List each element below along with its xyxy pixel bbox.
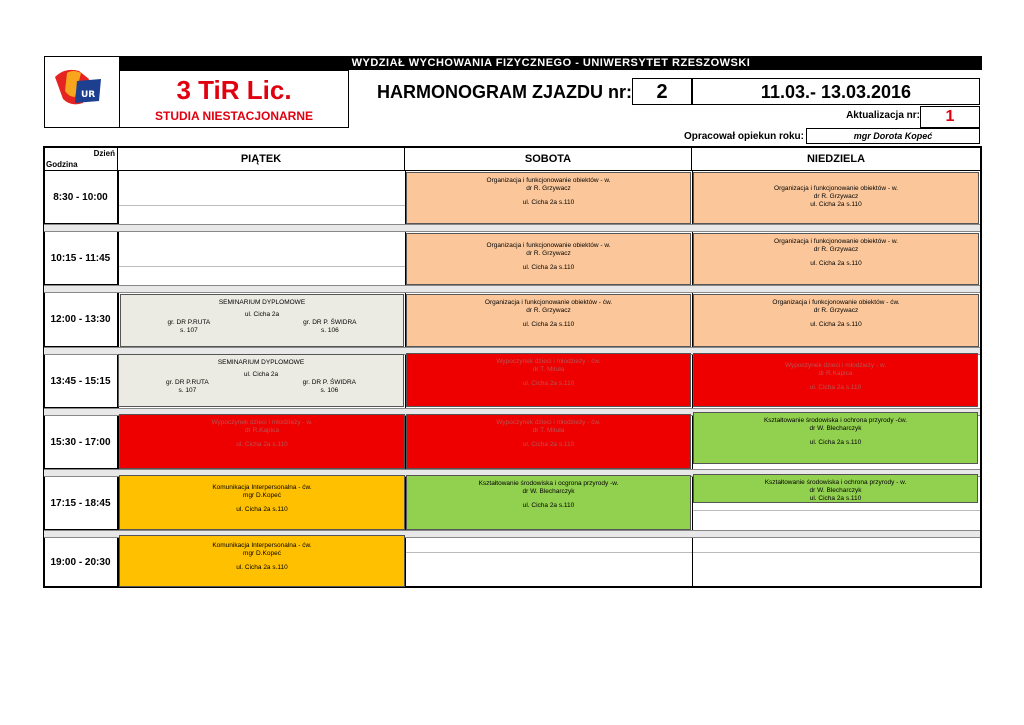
class-title: Wypoczynek dzieci i młodzieży - ćw. — [496, 419, 601, 426]
class-teacher: dr R. Grzywacz — [813, 193, 859, 200]
svg-text:UR: UR — [81, 90, 96, 100]
class-teacher: dr R. Grzywacz — [813, 307, 859, 314]
class-title: Organizacja i funkcjonowanie obiektów - w. — [774, 185, 898, 192]
time-slot: 8:30 - 10:00 — [44, 171, 118, 224]
class-room: ul. Cicha 2a s.110 — [522, 199, 575, 206]
class-block[interactable] — [693, 412, 978, 464]
cell-divider — [406, 552, 692, 553]
seminar-groups — [119, 379, 403, 395]
class-title: Organizacja i funkcjonowanie obiektów - w. — [774, 238, 898, 245]
class-teacher: dr R. Grzywacz — [526, 250, 571, 257]
class-room: ul. Cicha 2a s.110 — [522, 380, 575, 387]
class-block[interactable] — [119, 414, 405, 469]
time-slot: 12:00 - 13:30 — [44, 293, 118, 347]
class-room: ul. Cicha 2a — [244, 311, 280, 318]
aktualizacja-number: 1 — [920, 106, 980, 128]
class-teacher: dr W. Blecharczyk — [522, 488, 575, 495]
class-room: ul. Cicha 2a s.110 — [522, 441, 575, 448]
time-slot: 17:15 - 18:45 — [44, 477, 118, 530]
class-teacher: dr T. Mituła — [532, 366, 565, 373]
aktualizacja-label: Aktualizacja nr: — [846, 110, 920, 121]
class-room: ul. Cicha 2a s.110 — [236, 564, 288, 571]
class-teacher: dr R.Kapica — [818, 370, 853, 377]
harmonogram-label: HARMONOGRAM ZJAZDU nr: — [377, 82, 632, 102]
logo-icon — [45, 57, 119, 127]
class-block[interactable] — [406, 172, 691, 224]
class-teacher: dr W. Blecharczyk — [809, 487, 862, 494]
godzina-label: Godzina — [46, 160, 78, 169]
faculty-banner: WYDZIAŁ WYCHOWANIA FIZYCZNEGO - UNIWERSYTET RZESZOWSKI — [120, 56, 982, 70]
class-room: ul. Cicha 2a s.110 — [522, 321, 575, 328]
class-room: ul. Cicha 2a s.110 — [809, 384, 862, 391]
class-title: Komunikacja Interpersonalna - ćw. — [212, 542, 312, 549]
class-title: Wypoczynek dzieci i młodzieży - w. — [211, 419, 313, 426]
class-block[interactable] — [406, 233, 691, 285]
class-block[interactable] — [118, 354, 404, 407]
group-room: s. 106 — [320, 327, 339, 334]
class-teacher: dr T. Mituła — [532, 427, 565, 434]
class-title: Kształtowanie środowiska i ochrona przyrody - w. — [764, 479, 907, 486]
class-room: ul. Cicha 2a s.110 — [810, 201, 862, 208]
class-title: SEMINARIUM DYPLOMOWE — [218, 299, 306, 306]
class-title: Wypoczynek dzieci i młodzieży - w. — [784, 362, 887, 369]
class-title: Komunikacja Interpersonalna - ćw. — [212, 484, 312, 491]
class-block[interactable] — [406, 414, 691, 469]
day-header-sobota: SOBOTA — [405, 147, 692, 171]
program-title: 3 TiR Lic. — [176, 75, 292, 105]
cell-divider — [693, 552, 980, 553]
day-header-piatek: PIĄTEK — [118, 147, 405, 171]
cell-divider — [693, 510, 980, 511]
dzien-label: Dzień — [93, 149, 115, 158]
break-row — [44, 224, 980, 232]
group-teacher: gr. DR P. ŚWIDRA — [303, 319, 357, 326]
class-room: ul. Cicha 2a — [243, 371, 279, 378]
class-block[interactable] — [119, 535, 405, 587]
opiekun-name: mgr Dorota Kopeć — [806, 128, 980, 144]
class-block[interactable] — [693, 294, 979, 347]
class-block[interactable] — [693, 474, 978, 503]
class-title: SEMINARIUM DYPLOMOWE — [217, 359, 305, 366]
class-teacher: dr R. Grzywacz — [526, 185, 571, 192]
class-room: ul. Cicha 2a s.110 — [810, 260, 862, 267]
study-mode: STUDIA NIESTACJONARNE — [154, 109, 313, 123]
class-teacher: dr R. Grzywacz — [813, 246, 859, 253]
class-room: ul. Cicha 2a s.110 — [809, 495, 862, 502]
class-title: Wypoczynek dzieci i młodzieży - ćw. — [496, 358, 601, 365]
class-teacher: dr W. Blecharczyk — [809, 425, 862, 432]
zjazd-dates: 11.03.- 13.03.2016 — [692, 78, 980, 105]
class-block[interactable] — [120, 294, 404, 347]
class-title: Organizacja i funkcjonowanie obiektów - ćw. — [772, 299, 900, 306]
program-title-box — [119, 70, 349, 128]
time-slot: 10:15 - 11:45 — [44, 232, 118, 285]
class-room: ul. Cicha 2a s.110 — [809, 439, 862, 446]
seminar-group — [303, 319, 356, 335]
cell-divider — [119, 205, 405, 206]
class-teacher: mgr D.Kopeć — [243, 550, 281, 557]
class-title: Organizacja i funkcjonowanie obiektów - w. — [486, 177, 611, 184]
class-teacher: mgr D.Kopeć — [243, 492, 281, 499]
group-room: s. 106 — [320, 387, 339, 394]
group-room: s. 107 — [179, 327, 198, 334]
seminar-groups — [121, 319, 403, 335]
class-teacher: dr R.Kapica — [245, 427, 279, 434]
group-teacher: gr. DR P.RUTA — [165, 379, 209, 386]
class-room: ul. Cicha 2a s.110 — [236, 506, 288, 513]
class-teacher: dr R. Grzywacz — [526, 307, 571, 314]
class-title: Kształtowanie środowiska i ocgrona przyrody -w. — [478, 480, 619, 487]
class-block[interactable] — [693, 353, 978, 407]
day-header-niedziela: NIEDZIELA — [692, 147, 980, 171]
class-block[interactable] — [406, 353, 691, 407]
seminar-group — [303, 379, 356, 395]
seminar-group — [167, 319, 210, 335]
group-teacher: gr. DR P. ŚWIDRA — [302, 379, 357, 386]
class-title: Organizacja i funkcjonowanie obiektów - w. — [486, 242, 611, 249]
group-room: s. 107 — [178, 387, 197, 394]
time-slot: 13:45 - 15:15 — [44, 355, 118, 408]
class-room: ul. Cicha 2a s.110 — [522, 502, 575, 509]
class-title: Kształtowanie środowiska i ochrona przyrody -ćw. — [763, 417, 908, 424]
class-room: ul. Cicha 2a s.110 — [236, 441, 288, 448]
class-block[interactable] — [406, 294, 691, 347]
time-slot: 19:00 - 20:30 — [44, 538, 118, 587]
seminar-group — [166, 379, 209, 395]
zjazd-number: 2 — [632, 78, 692, 105]
university-logo — [44, 56, 120, 128]
corner-header — [44, 147, 118, 171]
class-block[interactable] — [693, 172, 979, 224]
class-room: ul. Cicha 2a s.110 — [810, 321, 862, 328]
time-slot: 15:30 - 17:00 — [44, 416, 118, 469]
class-title: Organizacja i funkcjonowanie obiektów - ćw. — [484, 299, 613, 306]
class-block[interactable] — [406, 475, 691, 530]
break-row — [44, 285, 980, 293]
class-block[interactable] — [119, 475, 405, 530]
cell-divider — [119, 266, 405, 267]
group-teacher: gr. DR P.RUTA — [167, 319, 211, 326]
class-room: ul. Cicha 2a s.110 — [522, 264, 575, 271]
opiekun-label: Opracował opiekun roku: — [683, 131, 804, 142]
class-block[interactable] — [693, 233, 979, 285]
